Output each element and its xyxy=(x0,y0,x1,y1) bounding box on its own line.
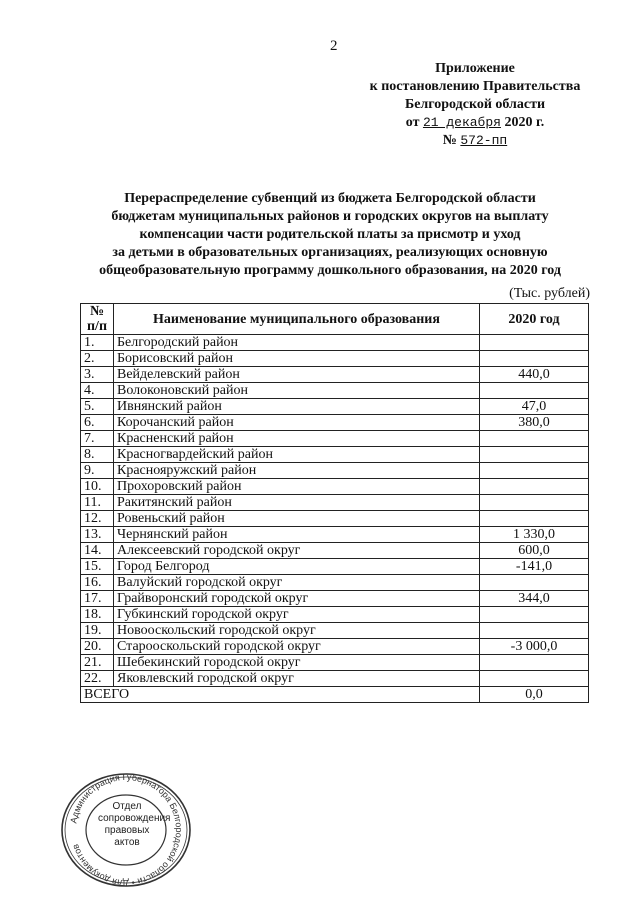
official-stamp xyxy=(58,771,194,889)
table-row xyxy=(81,511,589,527)
row-value: 1 330,0 xyxy=(480,527,589,543)
row-name: Волоконовский район xyxy=(114,383,480,399)
appendix-line-3: Белгородской области xyxy=(404,97,546,112)
row-name: Вейделевский район xyxy=(114,367,480,383)
row-value: 47,0 xyxy=(480,399,589,415)
stamp-center-line-1: Отдел xyxy=(112,801,142,812)
row-name: Краснояружский район xyxy=(114,463,480,479)
header-num: № п/п xyxy=(81,304,114,335)
table-row xyxy=(81,399,589,415)
appendix-line-1: Приложение xyxy=(435,61,515,76)
date-handwritten: 21 декабря xyxy=(422,115,501,130)
row-name: Ивнянский район xyxy=(114,399,480,415)
header-name: Наименование муниципального образования xyxy=(114,304,480,335)
row-name: Ровеньский район xyxy=(114,511,480,527)
row-value xyxy=(480,655,589,671)
table-row xyxy=(81,607,589,623)
table-row xyxy=(81,335,589,351)
row-name: Чернянский район xyxy=(114,527,480,543)
stamp-center xyxy=(98,801,171,849)
row-name: Алексеевский городской округ xyxy=(114,543,480,559)
row-number: 16. xyxy=(81,575,114,591)
header-value: 2020 год xyxy=(480,304,589,335)
row-name: Город Белгород xyxy=(114,559,480,575)
row-name: Грайворонский городской округ xyxy=(114,591,480,607)
row-number: 10. xyxy=(81,479,114,495)
row-number: 22. xyxy=(81,671,114,687)
row-value xyxy=(480,511,589,527)
table-row xyxy=(81,671,589,687)
row-value xyxy=(480,431,589,447)
stamp-center-line-4: актов xyxy=(114,837,140,848)
total-row xyxy=(81,687,589,703)
table-row xyxy=(81,447,589,463)
row-name: Ракитянский район xyxy=(114,495,480,511)
row-value xyxy=(480,607,589,623)
appendix-date xyxy=(355,114,595,132)
table-row xyxy=(81,463,589,479)
row-number: 8. xyxy=(81,447,114,463)
row-number: 14. xyxy=(81,543,114,559)
table-row xyxy=(81,623,589,639)
row-number: 15. xyxy=(81,559,114,575)
row-value xyxy=(480,447,589,463)
table-row xyxy=(81,639,589,655)
table-row xyxy=(81,559,589,575)
row-value: 440,0 xyxy=(480,367,589,383)
row-name: Красногвардейский район xyxy=(114,447,480,463)
total-value: 0,0 xyxy=(480,687,589,703)
row-name: Борисовский район xyxy=(114,351,480,367)
row-value: 380,0 xyxy=(480,415,589,431)
table-row xyxy=(81,655,589,671)
row-number: 17. xyxy=(81,591,114,607)
table-row xyxy=(81,415,589,431)
row-name: Прохоровский район xyxy=(114,479,480,495)
row-number: 19. xyxy=(81,623,114,639)
row-number: 2. xyxy=(81,351,114,367)
row-name: Шебекинский городской округ xyxy=(114,655,480,671)
row-name: Старооскольский городской округ xyxy=(114,639,480,655)
row-name: Красненский район xyxy=(114,431,480,447)
row-number: 13. xyxy=(81,527,114,543)
date-year: 2020 г. xyxy=(504,115,545,130)
row-value: -141,0 xyxy=(480,559,589,575)
table-header-row xyxy=(81,304,589,335)
row-number: 21. xyxy=(81,655,114,671)
row-value xyxy=(480,623,589,639)
row-value xyxy=(480,479,589,495)
row-value xyxy=(480,463,589,479)
document-title xyxy=(60,190,600,280)
table-row xyxy=(81,431,589,447)
stamp-center-line-2: сопровождения xyxy=(98,813,171,824)
row-value: -3 000,0 xyxy=(480,639,589,655)
row-number: 18. xyxy=(81,607,114,623)
title-line-1: Перераспределение субвенций из бюджета Белгородской области xyxy=(124,191,536,206)
table-row xyxy=(81,351,589,367)
row-value xyxy=(480,383,589,399)
row-name: Белгородский район xyxy=(114,335,480,351)
row-name: Корочанский район xyxy=(114,415,480,431)
row-value xyxy=(480,335,589,351)
row-number: 7. xyxy=(81,431,114,447)
row-value xyxy=(480,351,589,367)
table-row xyxy=(81,495,589,511)
title-line-3: компенсации части родительской платы за присмотр и уход xyxy=(139,227,521,242)
page-number: 2 xyxy=(330,38,338,54)
title-line-2: бюджетам муниципальных районов и городских округов на выплату xyxy=(111,209,549,224)
row-name: Новооскольский городской округ xyxy=(114,623,480,639)
table-body xyxy=(81,335,589,687)
number-handwritten: 572-пп xyxy=(460,133,508,148)
table-row xyxy=(81,367,589,383)
row-number: 1. xyxy=(81,335,114,351)
table-row xyxy=(81,575,589,591)
row-number: 5. xyxy=(81,399,114,415)
row-value xyxy=(480,495,589,511)
table-row xyxy=(81,591,589,607)
date-prefix: от xyxy=(405,115,420,130)
row-number: 9. xyxy=(81,463,114,479)
appendix-header xyxy=(355,60,595,150)
table-row xyxy=(81,383,589,399)
table-row xyxy=(81,479,589,495)
row-value: 344,0 xyxy=(480,591,589,607)
row-name: Яковлевский городской округ xyxy=(114,671,480,687)
total-label: ВСЕГО xyxy=(81,687,480,703)
row-name: Губкинский городской округ xyxy=(114,607,480,623)
row-number: 6. xyxy=(81,415,114,431)
title-line-5: общеобразовательную программу дошкольного образования, на 2020 год xyxy=(99,263,561,278)
row-number: 3. xyxy=(81,367,114,383)
row-number: 11. xyxy=(81,495,114,511)
units-label: (Тыс. рублей) xyxy=(509,286,590,301)
row-number: 4. xyxy=(81,383,114,399)
subsidy-table xyxy=(80,303,589,703)
appendix-number xyxy=(355,132,595,150)
table-row xyxy=(81,543,589,559)
title-line-4: за детьми в образовательных организациях, реализующих основную xyxy=(112,245,548,260)
row-value: 600,0 xyxy=(480,543,589,559)
stamp-center-line-3: правовых xyxy=(104,825,150,836)
appendix-line-2: к постановлению Правительства xyxy=(369,79,581,94)
row-value xyxy=(480,671,589,687)
table-row xyxy=(81,527,589,543)
row-number: 20. xyxy=(81,639,114,655)
row-value xyxy=(480,575,589,591)
stamp-ring-text: Администрация Губернатора Белгородской области • Для документов xyxy=(68,771,185,889)
row-name: Валуйский городской округ xyxy=(114,575,480,591)
number-prefix: № xyxy=(442,133,457,148)
row-number: 12. xyxy=(81,511,114,527)
